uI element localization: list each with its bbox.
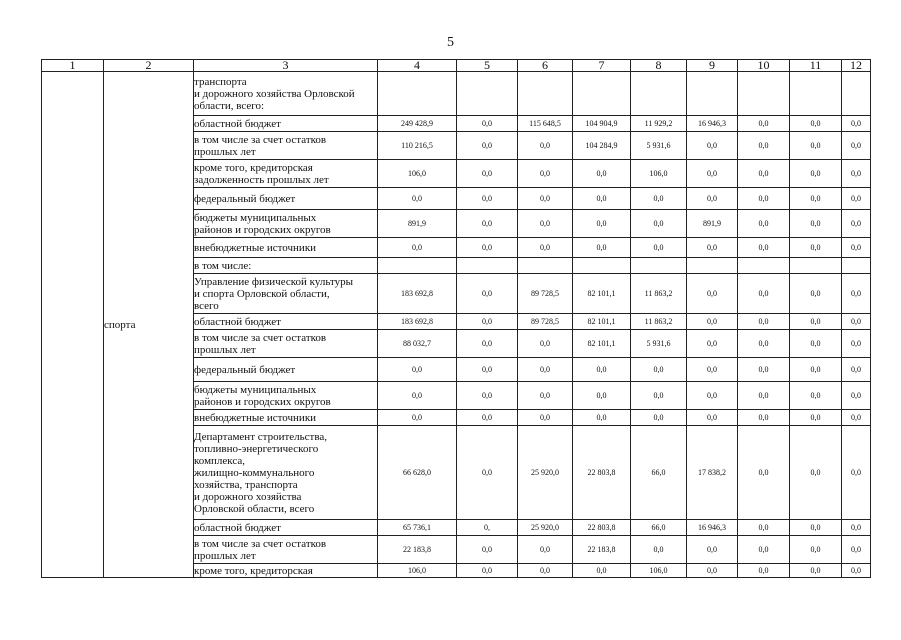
value-cell-col-6: 0,0 xyxy=(518,330,573,358)
value-cell-col-10: 0,0 xyxy=(738,314,790,330)
value-cell-col-10: 0,0 xyxy=(738,330,790,358)
value-cell-col-6: 0,0 xyxy=(518,210,573,238)
value-cell-col-10: 0,0 xyxy=(738,274,790,314)
value-cell-col-5: 0,0 xyxy=(457,238,518,258)
value-cell-col-7: 104 904,9 xyxy=(573,116,631,132)
value-cell-col-11: 0,0 xyxy=(790,410,842,426)
value-cell-col-10 xyxy=(738,72,790,116)
value-cell-col-5: 0,0 xyxy=(457,564,518,578)
value-cell-col-7: 104 284,9 xyxy=(573,132,631,160)
value-cell-col-10: 0,0 xyxy=(738,520,790,536)
value-cell-col-4 xyxy=(378,72,457,116)
value-cell-col-9: 0,0 xyxy=(687,238,738,258)
column-header-5: 5 xyxy=(457,60,518,72)
value-cell-col-7: 0,0 xyxy=(573,410,631,426)
value-cell-col-4: 0,0 xyxy=(378,188,457,210)
row-label: кроме того, кредиторская задолженность прошлых лет xyxy=(194,160,378,188)
value-cell-col-6: 89 728,5 xyxy=(518,314,573,330)
value-cell-col-10: 0,0 xyxy=(738,426,790,520)
value-cell-col-10: 0,0 xyxy=(738,210,790,238)
value-cell-col-5: 0,0 xyxy=(457,536,518,564)
value-cell-col-11 xyxy=(790,72,842,116)
value-cell-col-11: 0,0 xyxy=(790,210,842,238)
value-cell-col-4: 22 183,8 xyxy=(378,536,457,564)
row-label: внебюджетные источники xyxy=(194,410,378,426)
value-cell-col-12: 0,0 xyxy=(842,210,871,238)
value-cell-col-8: 11 863,2 xyxy=(631,274,687,314)
value-cell-col-12 xyxy=(842,258,871,274)
value-cell-col-5: 0,0 xyxy=(457,426,518,520)
column-header-2: 2 xyxy=(104,60,194,72)
value-cell-col-7: 22 803,8 xyxy=(573,426,631,520)
value-cell-col-6: 0,0 xyxy=(518,564,573,578)
value-cell-col-9: 0,0 xyxy=(687,358,738,382)
value-cell-col-4: 0,0 xyxy=(378,410,457,426)
value-cell-col-9: 0,0 xyxy=(687,274,738,314)
value-cell-col-8: 66,0 xyxy=(631,520,687,536)
row-label: транспорта и дорожного хозяйства Орловской области, всего: xyxy=(194,72,378,116)
value-cell-col-6: 0,0 xyxy=(518,410,573,426)
row-label: Департамент строительства, топливно-энергетического комплекса, жилищно-коммунального хозяйства, транспорта и дорожного хозяйства Орловской области, всего xyxy=(194,426,378,520)
row-label: федеральный бюджет xyxy=(194,358,378,382)
value-cell-col-9 xyxy=(687,258,738,274)
value-cell-col-12: 0,0 xyxy=(842,520,871,536)
value-cell-col-6: 115 648,5 xyxy=(518,116,573,132)
row-label: областной бюджет xyxy=(194,520,378,536)
budget-table xyxy=(41,59,871,578)
value-cell-col-5: 0,0 xyxy=(457,358,518,382)
value-cell-col-5: 0,0 xyxy=(457,116,518,132)
value-cell-col-8: 66,0 xyxy=(631,426,687,520)
value-cell-col-6: 25 920,0 xyxy=(518,520,573,536)
value-cell-col-12: 0,0 xyxy=(842,314,871,330)
value-cell-col-12: 0,0 xyxy=(842,188,871,210)
value-cell-col-8: 0,0 xyxy=(631,410,687,426)
value-cell-col-6: 0,0 xyxy=(518,160,573,188)
value-cell-col-8: 0,0 xyxy=(631,188,687,210)
value-cell-col-9: 16 946,3 xyxy=(687,116,738,132)
value-cell-col-9: 16 946,3 xyxy=(687,520,738,536)
value-cell-col-5: 0,0 xyxy=(457,410,518,426)
row-label: федеральный бюджет xyxy=(194,188,378,210)
value-cell-col-7: 0,0 xyxy=(573,210,631,238)
value-cell-col-7 xyxy=(573,72,631,116)
value-cell-col-11: 0,0 xyxy=(790,520,842,536)
value-cell-col-12: 0,0 xyxy=(842,410,871,426)
row-label: бюджеты муниципальных районов и городских округов xyxy=(194,210,378,238)
value-cell-col-6: 0,0 xyxy=(518,132,573,160)
column-header-12: 12 xyxy=(842,60,871,72)
value-cell-col-9: 0,0 xyxy=(687,330,738,358)
value-cell-col-10: 0,0 xyxy=(738,564,790,578)
value-cell-col-10: 0,0 xyxy=(738,116,790,132)
row-label: бюджеты муниципальных районов и городских округов xyxy=(194,382,378,410)
value-cell-col-5: 0,0 xyxy=(457,132,518,160)
value-cell-col-10: 0,0 xyxy=(738,132,790,160)
value-cell-col-8: 5 931,6 xyxy=(631,132,687,160)
column-header-9: 9 xyxy=(687,60,738,72)
row-label: в том числе за счет остатков прошлых лет xyxy=(194,330,378,358)
value-cell-col-12: 0,0 xyxy=(842,116,871,132)
value-cell-col-7: 82 101,1 xyxy=(573,330,631,358)
value-cell-col-7: 0,0 xyxy=(573,358,631,382)
value-cell-col-7: 82 101,1 xyxy=(573,274,631,314)
value-cell-col-4: 66 628,0 xyxy=(378,426,457,520)
value-cell-col-11: 0,0 xyxy=(790,160,842,188)
value-cell-col-9: 0,0 xyxy=(687,564,738,578)
value-cell-col-11 xyxy=(790,258,842,274)
value-cell-col-11: 0,0 xyxy=(790,188,842,210)
column-2-cell: спорта xyxy=(104,72,194,578)
value-cell-col-11: 0,0 xyxy=(790,330,842,358)
value-cell-col-12 xyxy=(842,72,871,116)
value-cell-col-11: 0,0 xyxy=(790,426,842,520)
value-cell-col-11: 0,0 xyxy=(790,238,842,258)
value-cell-col-12: 0,0 xyxy=(842,160,871,188)
value-cell-col-7 xyxy=(573,258,631,274)
value-cell-col-4: 183 692,8 xyxy=(378,274,457,314)
value-cell-col-4: 88 032,7 xyxy=(378,330,457,358)
value-cell-col-5: 0,0 xyxy=(457,382,518,410)
value-cell-col-8: 106,0 xyxy=(631,564,687,578)
value-cell-col-5 xyxy=(457,258,518,274)
table-row xyxy=(42,72,871,116)
value-cell-col-6: 89 728,5 xyxy=(518,274,573,314)
value-cell-col-6: 0,0 xyxy=(518,358,573,382)
column-header-6: 6 xyxy=(518,60,573,72)
value-cell-col-12: 0,0 xyxy=(842,132,871,160)
value-cell-col-6: 0,0 xyxy=(518,536,573,564)
value-cell-col-12: 0,0 xyxy=(842,536,871,564)
value-cell-col-5: 0,0 xyxy=(457,314,518,330)
value-cell-col-6: 25 920,0 xyxy=(518,426,573,520)
value-cell-col-7: 0,0 xyxy=(573,188,631,210)
value-cell-col-10: 0,0 xyxy=(738,382,790,410)
column-header-1: 1 xyxy=(42,60,104,72)
row-label: областной бюджет xyxy=(194,314,378,330)
value-cell-col-11: 0,0 xyxy=(790,564,842,578)
value-cell-col-10: 0,0 xyxy=(738,238,790,258)
row-label: областной бюджет xyxy=(194,116,378,132)
value-cell-col-7: 82 101,1 xyxy=(573,314,631,330)
value-cell-col-9: 0,0 xyxy=(687,132,738,160)
row-label: в том числе за счет остатков прошлых лет xyxy=(194,536,378,564)
value-cell-col-9: 0,0 xyxy=(687,382,738,410)
value-cell-col-10: 0,0 xyxy=(738,160,790,188)
value-cell-col-8: 0,0 xyxy=(631,536,687,564)
row-label: Управление физической культуры и спорта Орловской области, всего xyxy=(194,274,378,314)
value-cell-col-12: 0,0 xyxy=(842,238,871,258)
value-cell-col-5: 0,0 xyxy=(457,330,518,358)
value-cell-col-8: 5 931,6 xyxy=(631,330,687,358)
value-cell-col-5 xyxy=(457,72,518,116)
value-cell-col-4 xyxy=(378,258,457,274)
value-cell-col-9: 0,0 xyxy=(687,410,738,426)
value-cell-col-5: 0,0 xyxy=(457,160,518,188)
column-header-11: 11 xyxy=(790,60,842,72)
value-cell-col-8: 11 929,2 xyxy=(631,116,687,132)
value-cell-col-7: 0,0 xyxy=(573,564,631,578)
value-cell-col-5: 0,0 xyxy=(457,188,518,210)
value-cell-col-10: 0,0 xyxy=(738,188,790,210)
value-cell-col-4: 0,0 xyxy=(378,382,457,410)
value-cell-col-10: 0,0 xyxy=(738,410,790,426)
column-header-4: 4 xyxy=(378,60,457,72)
value-cell-col-9: 0,0 xyxy=(687,314,738,330)
value-cell-col-8: 0,0 xyxy=(631,382,687,410)
value-cell-col-4: 183 692,8 xyxy=(378,314,457,330)
value-cell-col-8: 11 863,2 xyxy=(631,314,687,330)
value-cell-col-5: 0, xyxy=(457,520,518,536)
value-cell-col-7: 0,0 xyxy=(573,382,631,410)
value-cell-col-11: 0,0 xyxy=(790,132,842,160)
value-cell-col-4: 110 216,5 xyxy=(378,132,457,160)
value-cell-col-12: 0,0 xyxy=(842,330,871,358)
value-cell-col-8: 0,0 xyxy=(631,210,687,238)
row-label: в том числе: xyxy=(194,258,378,274)
column-header-7: 7 xyxy=(573,60,631,72)
column-header-8: 8 xyxy=(631,60,687,72)
value-cell-col-9: 0,0 xyxy=(687,160,738,188)
value-cell-col-4: 0,0 xyxy=(378,238,457,258)
value-cell-col-7: 0,0 xyxy=(573,160,631,188)
value-cell-col-10: 0,0 xyxy=(738,358,790,382)
value-cell-col-5: 0,0 xyxy=(457,274,518,314)
column-header-10: 10 xyxy=(738,60,790,72)
value-cell-col-10 xyxy=(738,258,790,274)
value-cell-col-7: 22 183,8 xyxy=(573,536,631,564)
value-cell-col-10: 0,0 xyxy=(738,536,790,564)
value-cell-col-12: 0,0 xyxy=(842,382,871,410)
value-cell-col-4: 65 736,1 xyxy=(378,520,457,536)
value-cell-col-6 xyxy=(518,258,573,274)
value-cell-col-7: 22 803,8 xyxy=(573,520,631,536)
value-cell-col-4: 106,0 xyxy=(378,160,457,188)
value-cell-col-8: 0,0 xyxy=(631,238,687,258)
value-cell-col-11: 0,0 xyxy=(790,382,842,410)
value-cell-col-8 xyxy=(631,72,687,116)
value-cell-col-11: 0,0 xyxy=(790,536,842,564)
value-cell-col-5: 0,0 xyxy=(457,210,518,238)
value-cell-col-4: 106,0 xyxy=(378,564,457,578)
value-cell-col-7: 0,0 xyxy=(573,238,631,258)
value-cell-col-8: 106,0 xyxy=(631,160,687,188)
column-header-3: 3 xyxy=(194,60,378,72)
row-label: в том числе за счет остатков прошлых лет xyxy=(194,132,378,160)
value-cell-col-9: 891,9 xyxy=(687,210,738,238)
value-cell-col-12: 0,0 xyxy=(842,564,871,578)
row-label: кроме того, кредиторская xyxy=(194,564,378,578)
value-cell-col-8 xyxy=(631,258,687,274)
row-label: внебюджетные источники xyxy=(194,238,378,258)
value-cell-col-11: 0,0 xyxy=(790,116,842,132)
value-cell-col-9: 0,0 xyxy=(687,188,738,210)
value-cell-col-4: 0,0 xyxy=(378,358,457,382)
value-cell-col-12: 0,0 xyxy=(842,274,871,314)
value-cell-col-6: 0,0 xyxy=(518,188,573,210)
table-body xyxy=(42,72,871,578)
value-cell-col-12: 0,0 xyxy=(842,358,871,382)
page-number: 5 xyxy=(447,35,454,50)
value-cell-col-6 xyxy=(518,72,573,116)
value-cell-col-11: 0,0 xyxy=(790,274,842,314)
value-cell-col-9: 17 838,2 xyxy=(687,426,738,520)
value-cell-col-4: 891,9 xyxy=(378,210,457,238)
value-cell-col-6: 0,0 xyxy=(518,238,573,258)
value-cell-col-6: 0,0 xyxy=(518,382,573,410)
value-cell-col-11: 0,0 xyxy=(790,314,842,330)
value-cell-col-9: 0,0 xyxy=(687,536,738,564)
table-header-row xyxy=(42,60,871,72)
column-1-cell xyxy=(42,72,104,578)
value-cell-col-11: 0,0 xyxy=(790,358,842,382)
value-cell-col-8: 0,0 xyxy=(631,358,687,382)
value-cell-col-12: 0,0 xyxy=(842,426,871,520)
value-cell-col-4: 249 428,9 xyxy=(378,116,457,132)
value-cell-col-9 xyxy=(687,72,738,116)
